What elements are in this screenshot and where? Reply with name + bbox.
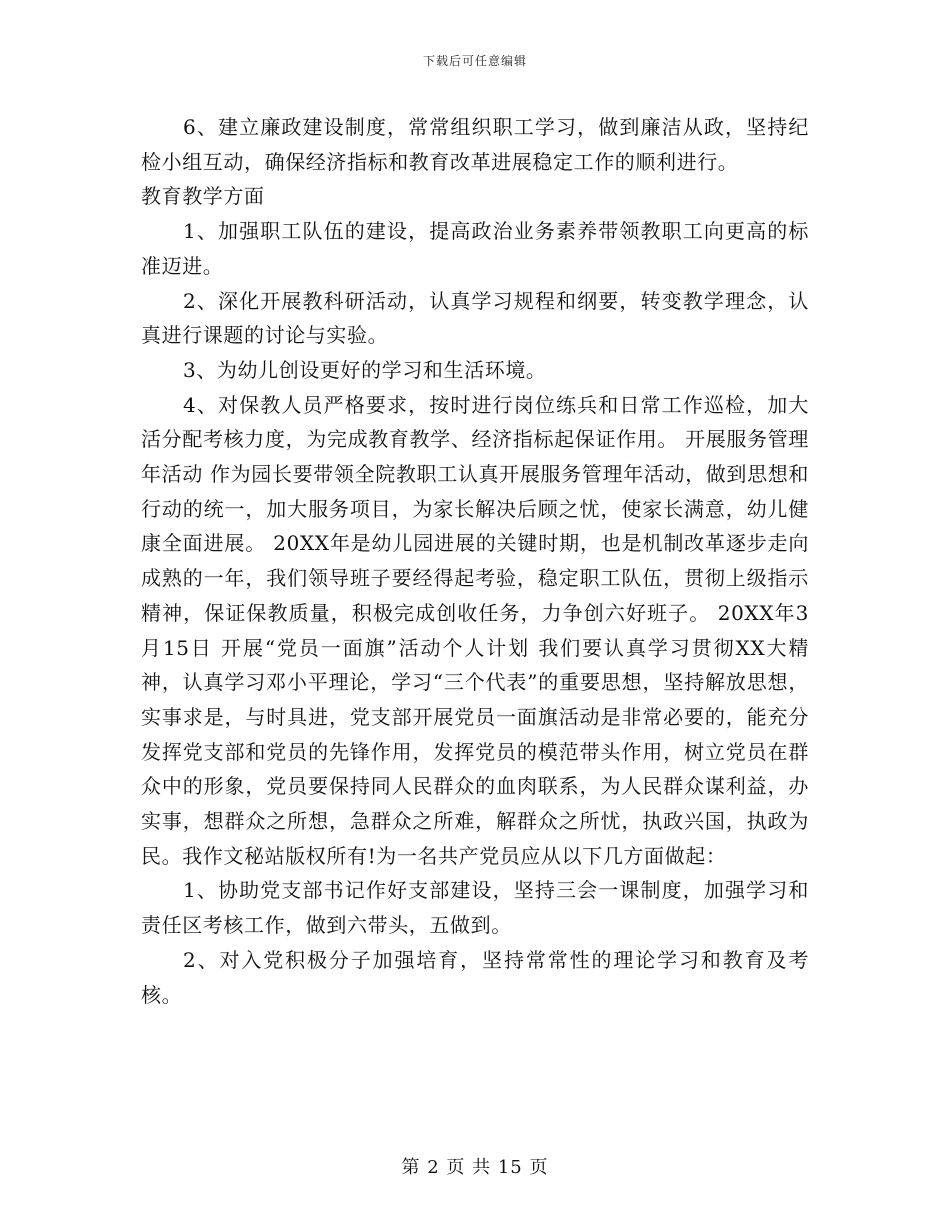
page-number-footer: 第 2 页 共 15 页: [401, 1157, 549, 1178]
page-header: 下载后可任意编辑: [422, 54, 527, 68]
paragraph-4-requirements: 4、对保教人员严格要求，按时进行岗位练兵和日常工作巡检，加大活分配考核力度，为完成教育教学、经济指标起保证作用。 开展服务管理年活动 作为园长要带领全院教职工认真开展服务管理年活动，做到思想和行动的统一，加大服务项目，为家长解决后顾之忧，使家长满意，幼儿健康全面进展。 20XX年是幼儿园进展的关键时期，也是机制改革逐步走向成熟的一年，我们领导班子要经得起考验，稳定职工队伍，贯彻上级指示精神，保证保教质量，积极完成创收任务，力争创六好班子。 20XX年3月15日 开展“党员一面旗”活动个人计划 我们要认真学习贯彻XX大精神，认真学习邓小平理论，学习“三个代表”的重要思想，坚持解放思想，实事求是，与时具进，党支部开展党员一面旗活动是非常必要的，能充分发挥党支部和党员的先锋作用，发挥党员的模范带头作用，树立党员在群众中的形象，党员要保持同人民群众的血肉联系，为人民群众谋利益，办实事，想群众之所想，急群众之所难，解群众之所忧，执政兴国，执政为民。我作文秘站版权所有!为一名共产党员应从以下几方面做起：: [141, 392, 809, 868]
section-heading-education: 教育教学方面: [141, 184, 265, 209]
paragraph-1-staff: 1、加强职工队伍的建设，提高政治业务素养带领教职工向更高的标准迈进。: [141, 219, 809, 278]
paragraph-6-integrity: 6、建立廉政建设制度，常常组织职工学习，做到廉洁从政，坚持纪检小组互动，确保经济指标和教育改革进展稳定工作的顺利进行。: [141, 115, 809, 174]
paragraph-2-research: 2、深化开展教科研活动，认真学习规程和纲要，转变教学理念，认真进行课题的讨论与实验。: [141, 288, 809, 348]
paragraph-1-party-branch: 1、协助党支部书记作好支部建设，坚持三会一课制度，加强学习和责任区考核工作，做到六带头，五做到。: [141, 878, 809, 938]
paragraph-3-environment: 3、为幼儿创设更好的学习和生活环境。: [183, 357, 547, 382]
document-body: [141, 110, 809, 1012]
paragraph-2-activists: 2、对入党积极分子加强培育，坚持常常性的理论学习和教育及考核。: [141, 947, 809, 1007]
